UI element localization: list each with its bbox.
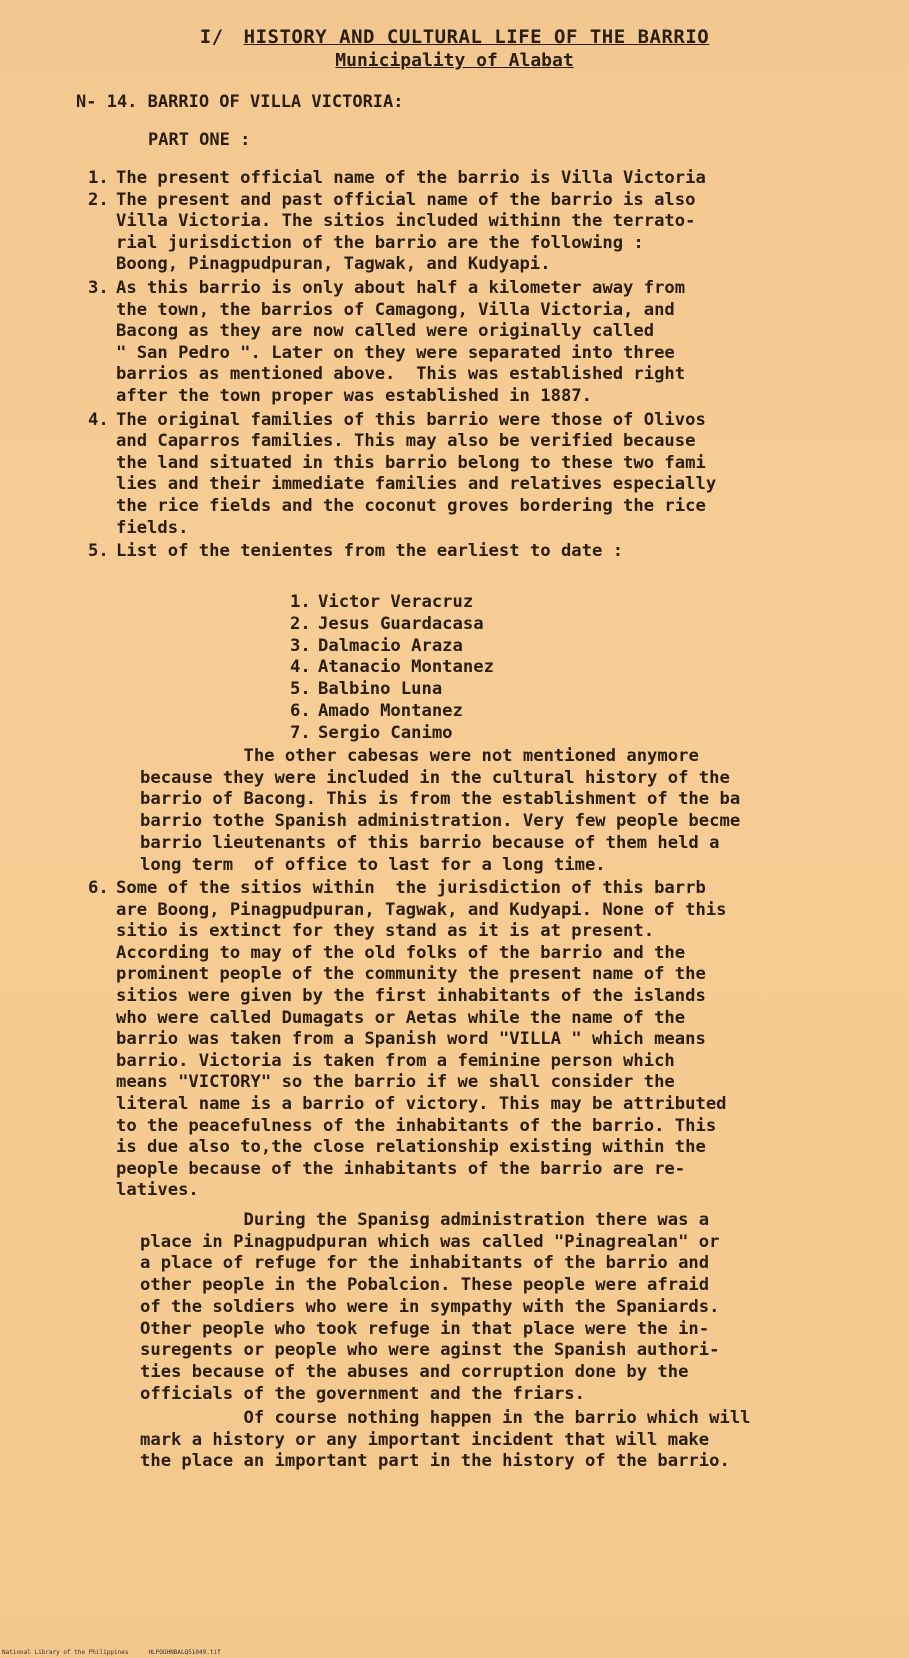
- paragraph-cabesas: The other cabesas were not mentioned anymore because they were included in the cultural history of the barrio of Bacong. This is from the establishment of the ba barrio tothe Spanish administration. Very few people becme barrio lieutenants of this barrio because of them held a long term of office to last for a long time.: [140, 746, 741, 875]
- item-number: 5.: [88, 541, 109, 562]
- scan-footer: [2, 1649, 241, 1656]
- list-item: [88, 878, 888, 1202]
- list-item: [88, 278, 888, 408]
- numbered-items: [88, 168, 888, 563]
- teniente-name: Amado Montanez: [318, 700, 463, 721]
- item-text: List of the tenientes from the earliest to date :: [116, 541, 624, 562]
- teniente-name: Balbino Luna: [318, 679, 443, 700]
- list-item: [88, 168, 888, 190]
- list-item: [88, 541, 888, 563]
- entry-number: 7.: [290, 722, 311, 743]
- item-text: The original families of this barrio were those of Olivos and Caparros families. This may also be verified because the land situated in this barrio belong to these two fami lies and their immediate families and relatives especially the rice fields and the coconut groves bordering the rice fields.: [116, 409, 717, 538]
- list-item: [88, 190, 888, 276]
- entry-number: 2.: [290, 613, 311, 634]
- teniente-entry: [290, 614, 494, 636]
- list-item: [88, 410, 888, 540]
- item-text: The present and past official name of the barrio is also Villa Victoria. The sitios included withinn the terrato- rial jurisdiction of the barrio are the following : Boong, Pinagpudpuran, Tagwak, and Kudyapi.: [116, 189, 696, 275]
- entry-number: 4.: [290, 657, 311, 678]
- title-main-line: [0, 26, 909, 48]
- item-text: Some of the sitios within the jurisdiction of this barrb are Boong, Pinagpudpuran, Tagwak, and Kudyapi. None of this sitio is extinct for they stand as it is at present. According to may of the old folks of the barrio and the prominent people of the community the present name of the sitios were given by the first inhabitants of the islands who were called Dumagats or Aetas while the name of the barrio was taken from a Spanish word "VILLA " which means barrio. Victoria is taken from a feminine person which means "VICTORY" so the barrio if we shall consider the literal name is a barrio of victory. This may be attributed to the peacefulness of the inhabitants of the barrio. This is due also to,the close relationship existing within the people because of the inhabitants of the barrio are re- latives.: [116, 878, 727, 1201]
- paragraph-spanish-administration: During the Spanisg administration there was a place in Pinagpudpuran which was called "Pinagrealan" or a place of refuge for the inhabitants of the barrio and other people in the Pobalcion. These people were afraid of the soldiers who were in sympathy with the Spaniards. Other people who took refuge in that place were the in- suregents or people who were aginst the Spanish authori- ties because of the abuses and corruption done by the officials of the government and the friars.: [140, 1210, 720, 1404]
- teniente-name: Dalmacio Araza: [318, 635, 463, 656]
- title-main: HISTORY AND CULTURAL LIFE OF THE BARRIO: [243, 26, 710, 48]
- item-number: 1.: [88, 168, 109, 188]
- item-number: 2.: [88, 189, 109, 210]
- teniente-entry: [290, 679, 494, 701]
- teniente-name: Sergio Canimo: [318, 722, 453, 743]
- item-number: 6.: [88, 878, 109, 898]
- teniente-entry: [290, 723, 494, 745]
- paragraph-closing: Of course nothing happen in the barrio which will mark a history or any important incident that will make the place an important part in the history of the barrio.: [140, 1408, 751, 1472]
- entry-number: 3.: [290, 635, 311, 656]
- tenientes-list: [290, 592, 494, 745]
- footer-filename: HLPOGHNBALQ51049.tif: [148, 1649, 221, 1656]
- item-six: [88, 878, 888, 1202]
- item-number: 4.: [88, 409, 109, 430]
- teniente-name: Jesus Guardacasa: [318, 613, 484, 634]
- teniente-name: Atanacio Montanez: [318, 657, 494, 678]
- entry-number: 1.: [290, 592, 311, 612]
- section-heading: N- 14. BARRIO OF VILLA VICTORIA:: [76, 92, 404, 112]
- part-heading: PART ONE :: [148, 130, 251, 150]
- teniente-entry: [290, 701, 494, 723]
- title-sub: Municipality of Alabat: [335, 50, 574, 71]
- teniente-entry: [290, 657, 494, 679]
- item-text: As this barrio is only about half a kilometer away from the town, the barrios of Camagong, Villa Victoria, and Bacong as they are now called were originally called " San Pedro ". Later on they were separated into three barrios as mentioned above. This was established right after the town proper was established in 1887.: [116, 277, 686, 406]
- footer-library: National Library of the Philippines: [2, 1649, 129, 1656]
- teniente-entry: [290, 592, 494, 614]
- entry-number: 6.: [290, 700, 311, 721]
- teniente-entry: [290, 636, 494, 658]
- document-title: [0, 26, 909, 71]
- section-number: I/: [199, 26, 224, 48]
- entry-number: 5.: [290, 679, 311, 700]
- item-number: 3.: [88, 277, 109, 298]
- item-text: The present official name of the barrio is Villa Victoria: [116, 168, 706, 188]
- teniente-name: Victor Veracruz: [318, 592, 474, 612]
